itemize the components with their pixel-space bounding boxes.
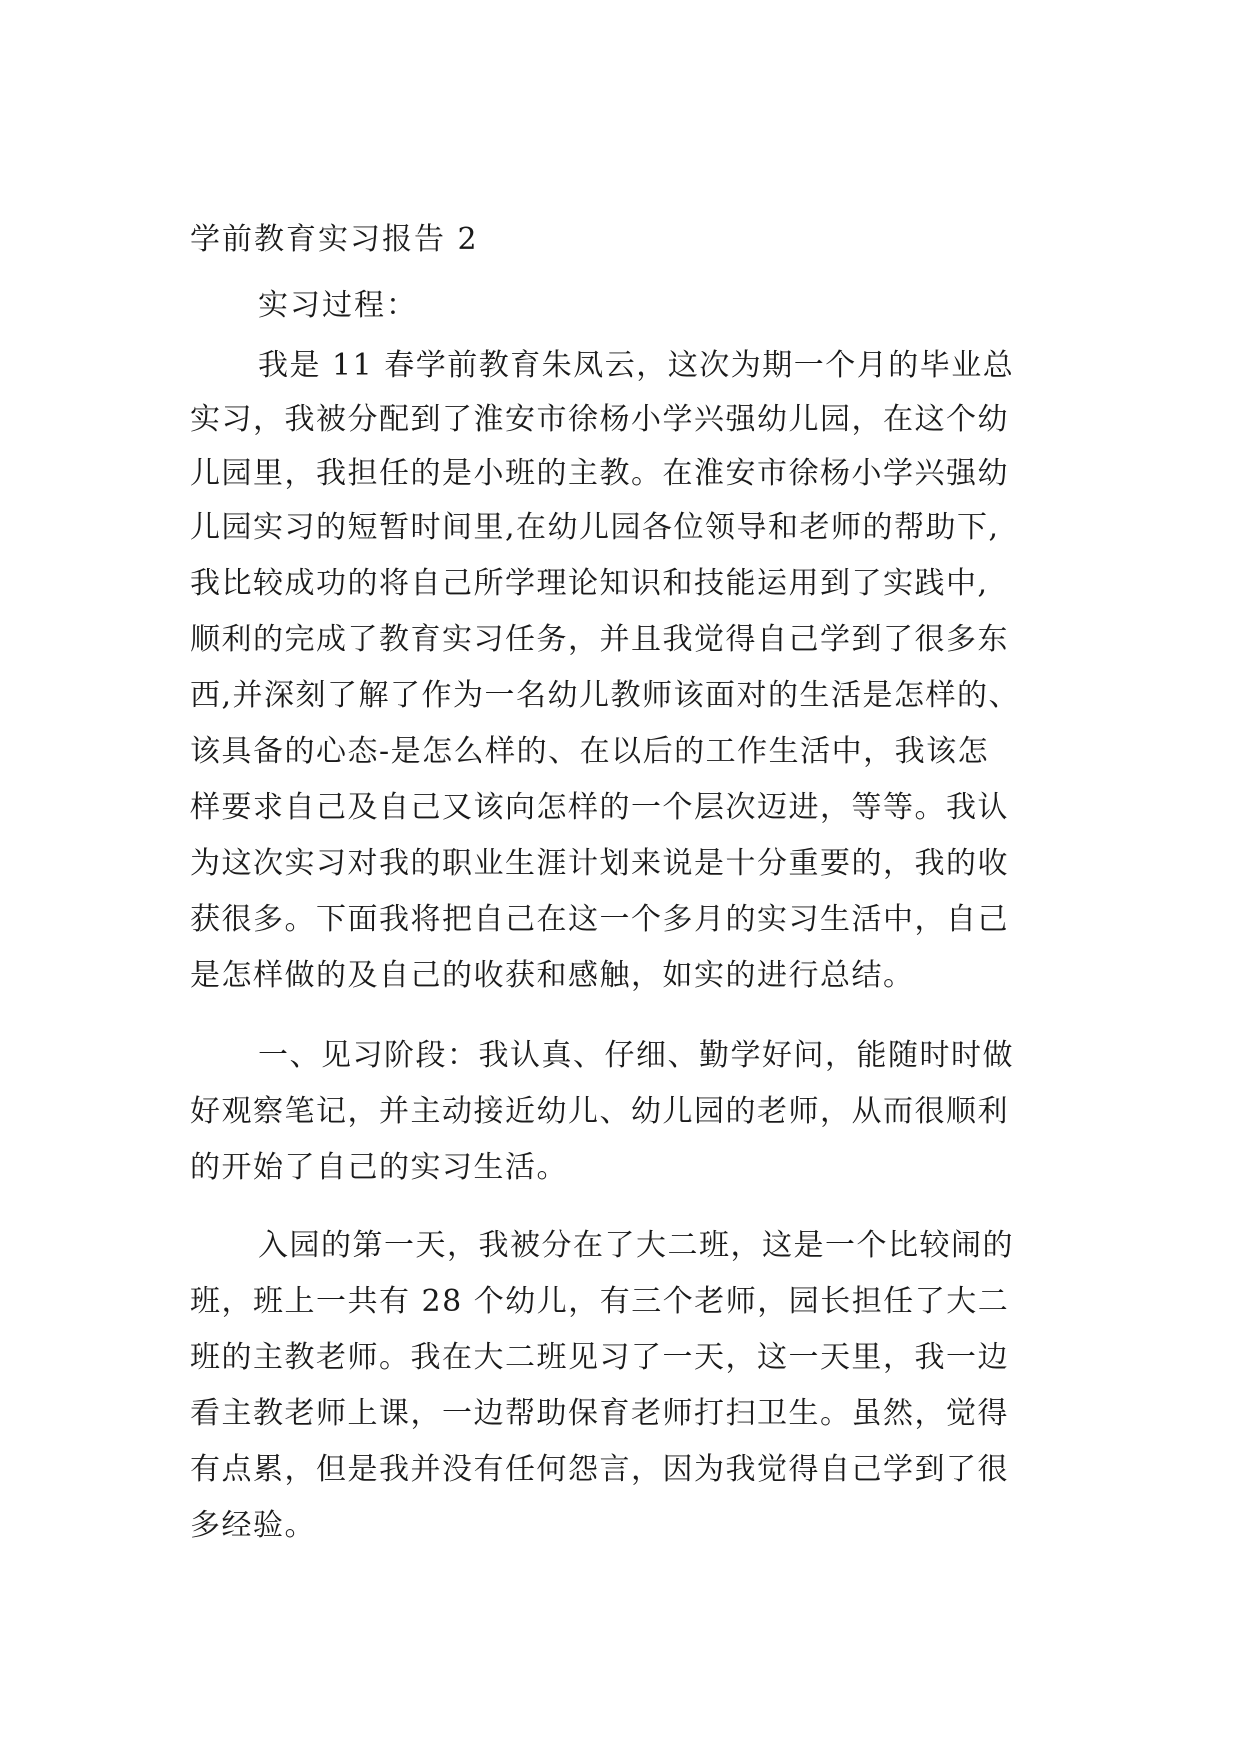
paragraph-line: 顺利的完成了教育实习任务，并且我觉得自己学到了很多东	[190, 622, 1009, 657]
paragraph-line: 一、见习阶段：我认真、仔细、勤学好问，能随时时做	[258, 1038, 1014, 1073]
paragraph-line: 多经验。	[190, 1508, 316, 1543]
paragraph-line: 样要求自己及自己又该向怎样的一个层次迈进，等等。我认	[190, 790, 1009, 825]
paragraph-line: 儿园实习的短暂时间里,在幼儿园各位领导和老师的帮助下,	[190, 510, 1000, 545]
paragraph-line: 好观察笔记，并主动接近幼儿、幼儿园的老师，从而很顺利	[190, 1094, 1009, 1129]
paragraph-line: 该具备的心态-是怎么样的、在以后的工作生活中，我该怎	[190, 734, 990, 769]
section-heading: 实习过程：	[258, 288, 418, 323]
paragraph-line: 班，班上一共有 28 个幼儿，有三个老师，园长担任了大二	[190, 1284, 1010, 1319]
paragraph-line: 西,并深刻了解了作为一名幼儿教师该面对的生活是怎样的、	[190, 678, 1021, 713]
paragraph-line: 为这次实习对我的职业生涯计划来说是十分重要的，我的收	[190, 846, 1009, 881]
paragraph-line: 我是 11 春学前教育朱凤云，这次为期一个月的毕业总	[258, 348, 1015, 383]
paragraph-line: 入园的第一天，我被分在了大二班，这是一个比较闹的	[258, 1228, 1014, 1263]
paragraph-line: 看主教老师上课，一边帮助保育老师打扫卫生。虽然，觉得	[190, 1396, 1009, 1431]
paragraph-line: 儿园里，我担任的是小班的主教。在淮安市徐杨小学兴强幼	[190, 456, 1009, 491]
paragraph-line: 实习，我被分配到了淮安市徐杨小学兴强幼儿园，在这个幼	[190, 402, 1009, 437]
paragraph-line: 获很多。下面我将把自己在这一个多月的实习生活中，自己	[190, 902, 1009, 937]
paragraph-line: 的开始了自己的实习生活。	[190, 1150, 568, 1185]
paragraph-line: 我比较成功的将自己所学理论知识和技能运用到了实践中,	[190, 566, 989, 601]
paragraph-line: 班的主教老师。我在大二班见习了一天，这一天里，我一边	[190, 1340, 1009, 1375]
paragraph-line: 有点累，但是我并没有任何怨言，因为我觉得自己学到了很	[190, 1452, 1009, 1487]
document-title: 学前教育实习报告 2	[190, 222, 479, 257]
paragraph-line: 是怎样做的及自己的收获和感触，如实的进行总结。	[190, 958, 915, 993]
